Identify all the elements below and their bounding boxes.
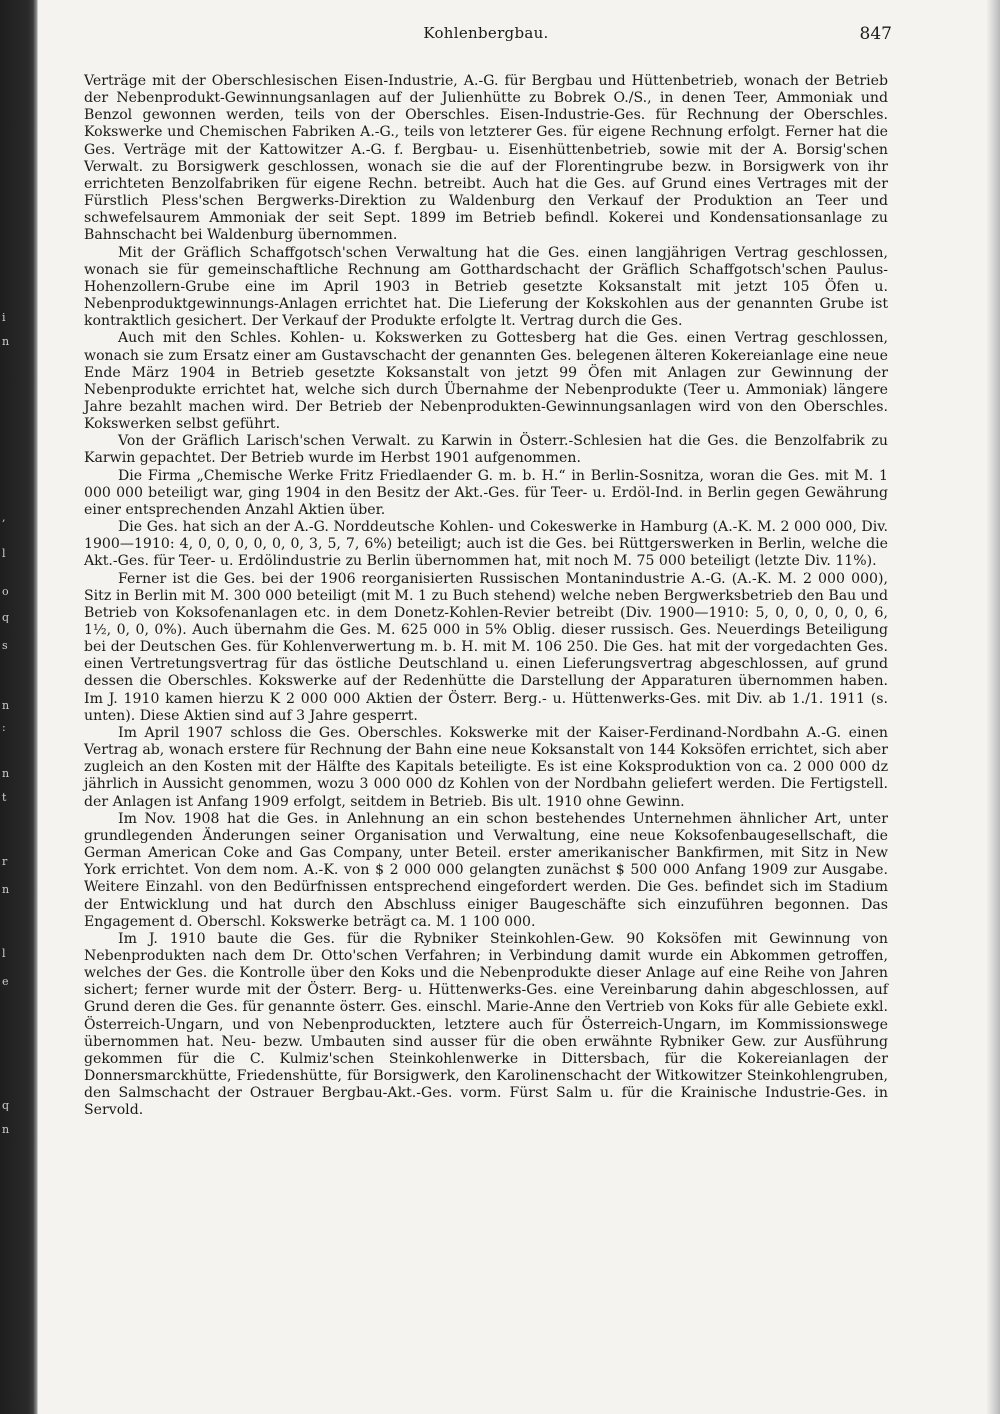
- margin-fragment: n: [2, 884, 10, 895]
- page-header: [80, 24, 892, 48]
- margin-fragment: o: [2, 586, 9, 597]
- paragraph: Ferner ist die Ges. bei der 1906 reorganisierten Russischen Montanindustrie A.-G. (A.-K. M. 2 000 000), Sitz in Berlin mit M. 300 000 beteiligt (mit M. 1 zu Buch stehend) welche neben Bergwerksbetrieb den Bau und Betrieb von Koksofenanlagen etc. in dem Donetz-Kohlen-Revier betreibt (Div. 1900—1910: 5, 0, 0, 0, 0, 0, 6, 1½, 0, 0, 0%). Auch übernahm die Ges. M. 625 000 in 5% Oblig. dieser russisch. Ges. Neuerdings Beteiligung bei der Deutschen Ges. für Kohlenverwertung m. b. H. mit M. 106 250. Die Ges. hat mit der vorgedachten Ges. einen Vertretungsvertrag für das östliche Deutschland u. einen Lieferungsvertrag abgeschlossen, auf grund dessen die Oberschles. Kokswerke auf der Redenhütte die Darstellung der Apparaturen übernommen haben. Im J. 1910 kamen hierzu K 2 000 000 Aktien der Österr. Berg.- u. Hüttenwerks-Ges. mit Div. ab 1./1. 1911 (s. unten). Diese Aktien sind auf 3 Jahre gesperrt.: [84, 570, 888, 724]
- running-head: Kohlenbergbau.: [423, 24, 549, 42]
- margin-fragment: s: [2, 640, 8, 651]
- page-number: 847: [859, 24, 892, 44]
- margin-fragment: l: [2, 948, 6, 959]
- paragraph: Von der Gräflich Larisch'schen Verwalt. zu Karwin in Österr.-Schlesien hat die Ges. die Benzolfabrik zu Karwin gepachtet. Der Betrieb wurde im Herbst 1901 aufgenommen.: [84, 433, 888, 467]
- paragraph: Im J. 1910 baute die Ges. für die Rybniker Steinkohlen-Gew. 90 Koksöfen mit Gewinnung von Nebenprodukten nach dem Dr. Otto'schen Verfahren; in Verbindung damit wurde ein Abkommen getroffen, welches der Ges. die Kontrolle über den Koks und die Nebenprodukte dieser Anlage auf eine Reihe von Jahren sichert; ferner wurde mit der Österr. Berg- u. Hüttenwerks-Ges. eine Vereinbarung dahin abgeschlossen, auf Grund deren die Ges. für genannte österr. Ges. einschl. Marie-Anne den Vertrieb von Koks für alle Gebiete exkl. Österreich-Ungarn, und von Nebenproduckten, letztere auch für Österreich-Ungarn, im Kommissionswege übernommen hat. Neu- bezw. Umbauten sind ausser für die oben erwähnte Rybniker Gew. zur Ausführung gekommen für die C. Kulmiz'schen Steinkohlenwerke in Dittersbach, für die Kokereianlagen der Donnersmarckhütte, Friedenshütte, für Borsigwerk, den Karolinenschacht der Witkowitzer Steinkohlengruben, den Salmschacht der Ostrauer Bergbau-Akt.-Ges. vorm. Fürst Salm u. für die Krainische Industrie-Ges. in Servold.: [84, 930, 888, 1119]
- margin-fragment: ,: [2, 512, 6, 523]
- paragraph: Mit der Gräflich Schaffgotsch'schen Verwaltung hat die Ges. einen langjährigen Vertrag geschlossen, wonach sie für gemeinschaftliche Rechnung am Gotthardschacht der Gräflich Schaffgotsch'schen Paulus-Hohenzollern-Grube eine im April 1903 in Betrieb gesetzte Koksanstalt mit jetzt 105 Öfen u. Nebenproduktgewinnungs-Anlagen errichtet hat. Die Lieferung der Kokskohlen aus der genannten Grube ist kontraktlich gesichert. Der Verkauf der Produkte erfolgte lt. Vertrag durch die Ges.: [84, 244, 888, 330]
- margin-fragment: :: [2, 722, 6, 733]
- body-text: [84, 73, 888, 1120]
- margin-fragment: e: [2, 976, 9, 987]
- paragraph: Die Ges. hat sich an der A.-G. Norddeutsche Kohlen- und Cokeswerke in Hamburg (A.-K. M. 2 000 000, Div. 1900—1910: 4, 0, 0, 0, 0, 0, 0, 3, 5, 7, 6%) beteiligt; auch ist die Ges. bei Rüttgerswerken in Berlin, welche die Akt.-Ges. für Teer- u. Erdölindustrie zu Berlin übernommen hat, mit noch M. 75 000 beteiligt (letzte Div. 11%).: [84, 519, 888, 570]
- margin-fragment: q: [2, 612, 10, 623]
- margin-fragment: i: [2, 312, 6, 323]
- paragraph: Verträge mit der Oberschlesischen Eisen-Industrie, A.-G. für Bergbau und Hüttenbetrieb, wonach der Betrieb der Nebenprodukt-Gewinnungsanlagen auf der Julienhütte zu Bobrek O./S., in denen Teer, Ammoniak und Benzol gewonnen werden, teils von der Oberschles. Eisen-Industrie-Ges. für Rechnung der Oberschles. Kokswerke und Chemischen Fabriken A.-G., teils von letzterer Ges. für eigene Rechnung erfolgt. Ferner hat die Ges. Verträge mit der Kattowitzer A.-G. f. Bergbau- u. Eisenhüttenbetrieb, sowie mit der A. Borsig'schen Verwalt. zu Borsigwerk geschlossen, wonach sie die auf der Florentingrube bezw. in Borsigwerk von ihr errichteten Benzolfabriken für eigene Rechn. betreibt. Auch hat die Ges. auf Grund eines Vertrages mit der Fürstlich Pless'schen Bergwerks-Direktion zu Waldenburg den Verkauf der Produktion an Teer und schwefelsaurem Ammoniak der seit Sept. 1899 im Betrieb befindl. Kokerei und Kondensationsanlage zu Bahnschacht bei Waldenburg übernommen.: [84, 73, 888, 244]
- margin-fragment: n: [2, 700, 10, 711]
- paragraph: Die Firma „Chemische Werke Fritz Friedlaender G. m. b. H.“ in Berlin-Sosnitza, woran die Ges. mit M. 1 000 000 beteiligt war, ging 1904 in den Besitz der Akt.-Ges. für Teer- u. Erdöl-Ind. in Berlin gegen Gewährung einer entsprechenden Anzahl Aktien über.: [84, 467, 888, 518]
- margin-fragment: t: [2, 792, 7, 803]
- page-edge-shadow: [986, 0, 1000, 1414]
- paragraph: Im April 1907 schloss die Ges. Oberschles. Kokswerke mit der Kaiser-Ferdinand-Nordbahn A.-G. einen Vertrag ab, wonach erstere für Rechnung der Bahn eine neue Koksanstalt von 144 Koksöfen errichtet, sich aber zugleich an den Kosten mit der Hälfte des Kapitals beteiligte. Es ist eine Koksproduktion von ca. 2 000 000 dz jährlich in Aussicht genommen, wozu 3 000 000 dz Kohlen von der Nordbahn geliefert werden. Die Fertigstell. der Anlagen ist Anfang 1909 erfolgt, seitdem in Betrieb. Bis ult. 1910 ohne Gewinn.: [84, 724, 888, 810]
- paragraph: Im Nov. 1908 hat die Ges. in Anlehnung an ein schon bestehendes Unternehmen ähnlicher Art, unter grundlegenden Änderungen seiner Organisation und Verwaltung, eine neue Koksofenbaugesellschaft, die German American Coke and Gas Company, unter Beteil. erster amerikanischer Bankfirmen, mit Sitz in New York errichtet. Von dem nom. A.-K. von $ 2 000 000 gelangten zunächst $ 500 000 Anfang 1909 zur Ausgabe. Weitere Einzahl. von den Bedürfnissen entsprechend eingefordert werden. Die Ges. befindet sich im Stadium der Entwicklung und hat durch den Abschluss einiger Baugeschäfte sich einzuführen begonnen. Das Engagement d. Oberschl. Kokswerke beträgt ca. M. 1 100 000.: [84, 810, 888, 930]
- margin-fragment: q: [2, 1100, 10, 1111]
- margin-fragment: l: [2, 548, 6, 559]
- facing-page-bleed: [0, 0, 14, 1414]
- paragraph: Auch mit den Schles. Kohlen- u. Kokswerken zu Gottesberg hat die Ges. einen Vertrag geschlossen, wonach sie zum Ersatz einer am Gustavschacht der genannten Ges. belegenen älteren Kokereianlage eine neue Ende März 1904 in Betrieb gesetzte Koksanstalt von jetzt 99 Öfen mit Anlagen zur Gewinnung der Nebenprodukte errichtet hat, welche sich durch Übernahme der Nebenprodukte (Teer u. Ammoniak) längere Jahre bezahlt machen wird. Der Betrieb der Nebenprodukten-Gewinnungsanlagen wird von den Oberschles. Kokswerken selbst geführt.: [84, 330, 888, 433]
- margin-fragment: n: [2, 336, 10, 347]
- margin-fragment: n: [2, 768, 10, 779]
- margin-fragment: r: [2, 856, 8, 867]
- margin-fragment: n: [2, 1124, 10, 1135]
